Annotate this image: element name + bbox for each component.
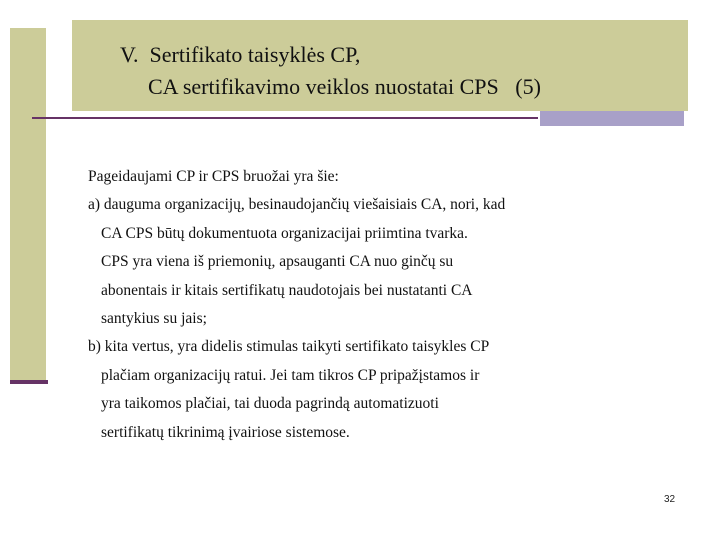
title-underline [32,117,538,119]
title-line-1: V. Sertifikato taisyklės CP, [120,42,361,67]
corner-accent-block [540,111,684,126]
title-line-2: CA sertifikavimo veiklos nuostatai CPS (5) [148,74,541,99]
body-line: Pageidaujami CP ir CPS bruožai yra šie: [88,168,339,185]
body-line: a) dauguma organizacijų, besinaudojančių viešaisiais CA, nori, kad [88,196,506,214]
left-decorative-bar [10,28,46,380]
body-line: sertifikatų tikrinimą įvairiose sistemose. [101,423,350,441]
body-line: yra taikomos plačiai, tai duoda pagrindą automatizuoti [101,395,439,413]
left-bar-underline [10,380,48,384]
body-text [88,163,688,447]
body-line: santykius su jais; [101,310,207,328]
body-line: plačiam organizacijų ratui. Jei tam tikros CP pripažįstamos ir [101,366,480,384]
title-box [72,20,688,111]
body-line: CA CPS būtų dokumentuota organizacijai priimtina tvarka. [101,224,468,242]
body-line: CPS yra viena iš priemonių, apsauganti CA nuo ginčų su [101,253,454,271]
page-number: 32 [664,494,676,505]
body-line: abonentais ir kitais sertifikatų naudotojais bei nustatanti CA [101,281,473,299]
body-line: b) kita vertus, yra didelis stimulas taikyti sertifikato taisykles CP [88,338,490,356]
